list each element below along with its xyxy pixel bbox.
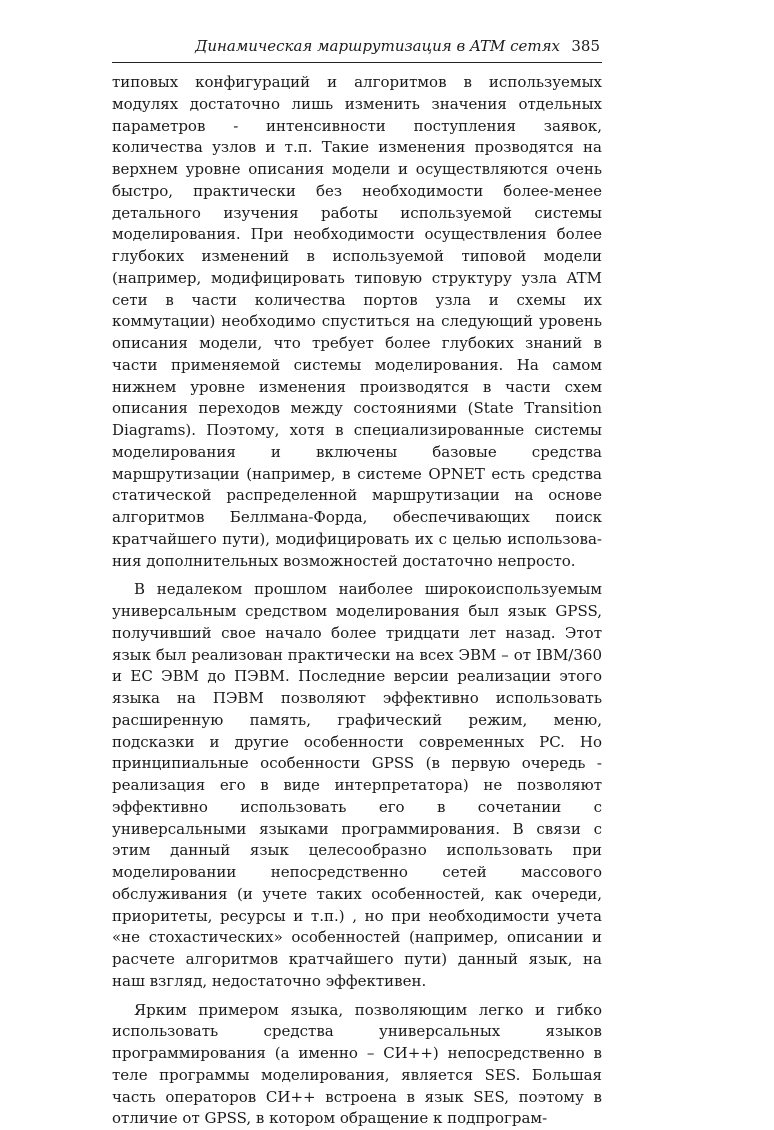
body-text xyxy=(112,72,602,1130)
paragraph-1: типовых конфигураций и алгоритмов в используемых модулях достаточно лишь изменить значения отдельных параметров - интенсивности поступления заявок, количества узлов и т.п. Такие изменения прозводятся на верхнем уровне описания модели и осуществляются очень быстро, практически без необходимости более-менее детального изучения работы используемой системы моделирования. При необходимости осуществления более глубоких изменений в используемой типовой модели (например, модифицировать типовую структуру узла ATM сети в части количества портов узла и схемы их коммутации) необходимо спуститься на следующий уровень описания модели, что требует более глубоких знаний в части применяемой системы моделирования. На самом нижнем уровне изменения производятся в части схем описания переходов между состояниями (State Transition Diagrams). Поэтому, хотя в специализированные системы моделирования и включены базовые средства маршрутизации (например, в системе OPNET есть средства статической распределенной маршрутизации на основе алгоритмов Беллмана-Форда, обеспечивающих поиск кратчайшего пути), модифицировать их с целью использования дополнительных возможностей достаточно непросто. xyxy=(112,72,602,572)
paragraph-3: Ярким примером языка, позволяющим легко и гибко использовать средства универсальных языков программирования (а именно – СИ++) непосредственно в теле программы моделирования, является SES. Большая часть операторов СИ++ встроена в язык SES, поэтому в отличие от GPSS, в котором обращение к подпрограм- xyxy=(112,1000,602,1130)
page-number: 385 xyxy=(571,37,600,55)
running-header xyxy=(112,30,602,63)
paragraph-2: В недалеком прошлом наиболее широкоиспользуемым универсальным средством моделирования был язык GPSS, получивший свое начало более тридцати лет назад. Этот язык был реализован практически на всех ЭВМ – от IBM/360 и ЕС ЭВМ до ПЭВМ. Последние версии реализации этого языка на ПЭВМ позволяют эффективно использовать расширенную память, графический режим, меню, подсказки и другие особенности современных PC. Но принципиальные особенности GPSS (в первую очередь - реализация его в виде интерпретатора) не позволяют эффективно использовать его в сочетании с универсальными языками программирования. В связи с этим данный язык целесообразно использовать при моделировании непосредственно сетей массового обслуживания (и учете таких особенностей, как очереди, приоритеты, ресурсы и т.п.) , но при необходимости учета «не стохастических» особенностей (например, описании и расчете алгоритмов кратчайшего пути) данный язык, на наш взгляд, недостаточно эффективен. xyxy=(112,579,602,992)
running-title: Динамическая маршрутизация в ATM сетях xyxy=(195,37,560,55)
